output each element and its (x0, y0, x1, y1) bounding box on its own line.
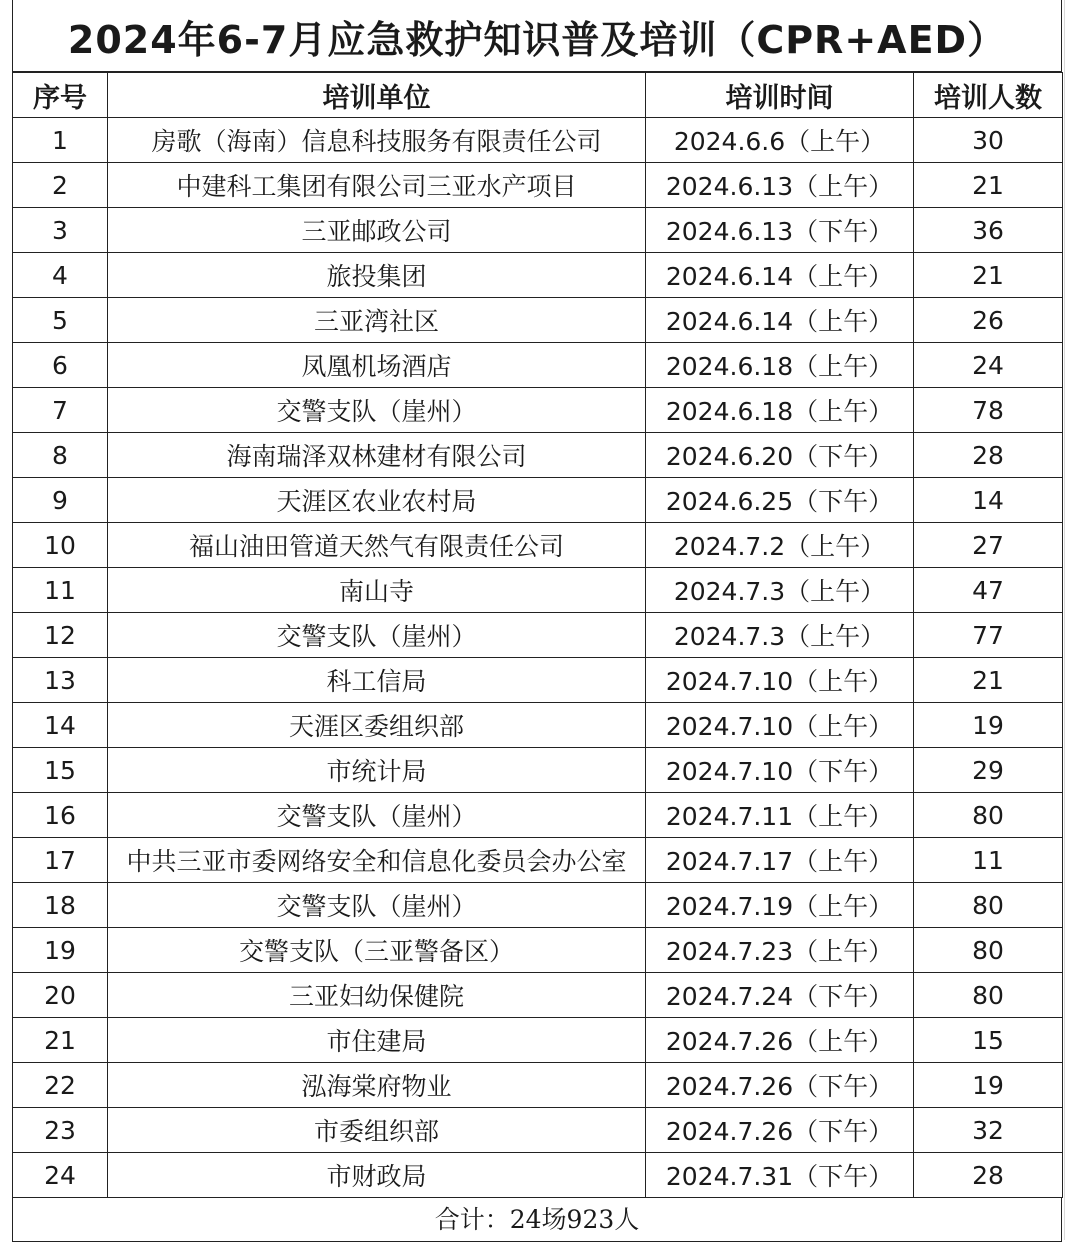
cell-training-unit: 交警支队（崖州） (108, 388, 646, 433)
cell-trainee-count: 19 (914, 1063, 1063, 1108)
cell-training-time: 2024.7.19（上午） (646, 883, 914, 928)
cell-training-time: 2024.7.17（上午） (646, 838, 914, 883)
sheet-title: 2024年6-7月应急救护知识普及培训（CPR+AED） (12, 0, 1062, 72)
table-row (13, 1018, 1063, 1063)
cell-training-time: 2024.6.14（上午） (646, 298, 914, 343)
table-row (13, 343, 1063, 388)
header-training-time: 培训时间 (646, 73, 914, 118)
cell-trainee-count: 80 (914, 883, 1063, 928)
cell-serial-number: 2 (13, 163, 108, 208)
cell-training-unit: 交警支队（崖州） (108, 793, 646, 838)
table-row (13, 388, 1063, 433)
cell-training-time: 2024.7.23（上午） (646, 928, 914, 973)
cell-trainee-count: 32 (914, 1108, 1063, 1153)
cell-training-time: 2024.6.6（上午） (646, 118, 914, 163)
table-row (13, 1108, 1063, 1153)
cell-training-unit: 科工信局 (108, 658, 646, 703)
cell-training-unit: 三亚湾社区 (108, 298, 646, 343)
cell-trainee-count: 11 (914, 838, 1063, 883)
cell-serial-number: 8 (13, 433, 108, 478)
cell-trainee-count: 27 (914, 523, 1063, 568)
cell-trainee-count: 21 (914, 253, 1063, 298)
cell-serial-number: 9 (13, 478, 108, 523)
cell-training-time: 2024.7.10（上午） (646, 703, 914, 748)
table-row (13, 1063, 1063, 1108)
header-trainee-count: 培训人数 (914, 73, 1063, 118)
cell-serial-number: 12 (13, 613, 108, 658)
cell-training-unit: 交警支队（崖州） (108, 883, 646, 928)
table-row (13, 568, 1063, 613)
table-row (13, 433, 1063, 478)
cell-training-unit: 泓海棠府物业 (108, 1063, 646, 1108)
cell-trainee-count: 19 (914, 703, 1063, 748)
cell-serial-number: 3 (13, 208, 108, 253)
table-row (13, 928, 1063, 973)
cell-trainee-count: 36 (914, 208, 1063, 253)
table-row (13, 703, 1063, 748)
cell-training-time: 2024.6.13（上午） (646, 163, 914, 208)
cell-trainee-count: 14 (914, 478, 1063, 523)
cell-serial-number: 5 (13, 298, 108, 343)
cell-training-unit: 中建科工集团有限公司三亚水产项目 (108, 163, 646, 208)
cell-training-unit: 市财政局 (108, 1153, 646, 1198)
cell-serial-number: 18 (13, 883, 108, 928)
table-row (13, 838, 1063, 883)
cell-serial-number: 24 (13, 1153, 108, 1198)
cell-serial-number: 7 (13, 388, 108, 433)
cell-training-unit: 中共三亚市委网络安全和信息化委员会办公室 (108, 838, 646, 883)
cell-training-time: 2024.6.18（上午） (646, 388, 914, 433)
cell-trainee-count: 47 (914, 568, 1063, 613)
cell-trainee-count: 24 (914, 343, 1063, 388)
cell-serial-number: 19 (13, 928, 108, 973)
cell-trainee-count: 80 (914, 973, 1063, 1018)
cell-trainee-count: 15 (914, 1018, 1063, 1063)
cell-trainee-count: 29 (914, 748, 1063, 793)
cell-training-unit: 交警支队（崖州） (108, 613, 646, 658)
table-row (13, 883, 1063, 928)
cell-serial-number: 15 (13, 748, 108, 793)
table-row (13, 613, 1063, 658)
cell-serial-number: 21 (13, 1018, 108, 1063)
cell-serial-number: 23 (13, 1108, 108, 1153)
cell-trainee-count: 30 (914, 118, 1063, 163)
cell-training-unit: 凤凰机场酒店 (108, 343, 646, 388)
cell-training-unit: 南山寺 (108, 568, 646, 613)
cell-serial-number: 10 (13, 523, 108, 568)
cell-trainee-count: 80 (914, 793, 1063, 838)
cell-training-time: 2024.6.20（下午） (646, 433, 914, 478)
cell-trainee-count: 21 (914, 163, 1063, 208)
cell-training-time: 2024.6.18（上午） (646, 343, 914, 388)
cell-serial-number: 22 (13, 1063, 108, 1108)
training-table (12, 72, 1063, 1198)
cell-training-time: 2024.7.26（下午） (646, 1063, 914, 1108)
cell-serial-number: 14 (13, 703, 108, 748)
cell-training-time: 2024.6.14（上午） (646, 253, 914, 298)
cell-training-unit: 市统计局 (108, 748, 646, 793)
table-row (13, 298, 1063, 343)
cell-training-unit: 三亚妇幼保健院 (108, 973, 646, 1018)
cell-training-time: 2024.7.3（上午） (646, 613, 914, 658)
cell-training-unit: 天涯区委组织部 (108, 703, 646, 748)
cell-training-time: 2024.7.3（上午） (646, 568, 914, 613)
cell-training-time: 2024.7.2（上午） (646, 523, 914, 568)
table-row (13, 118, 1063, 163)
header-serial-number: 序号 (13, 73, 108, 118)
cell-training-time: 2024.7.11（上午） (646, 793, 914, 838)
cell-training-time: 2024.6.13（下午） (646, 208, 914, 253)
cell-training-unit: 三亚邮政公司 (108, 208, 646, 253)
cell-training-unit: 福山油田管道天然气有限责任公司 (108, 523, 646, 568)
cell-serial-number: 4 (13, 253, 108, 298)
cell-serial-number: 16 (13, 793, 108, 838)
header-row (13, 73, 1063, 118)
cell-training-unit: 天涯区农业农村局 (108, 478, 646, 523)
cell-trainee-count: 26 (914, 298, 1063, 343)
cell-trainee-count: 77 (914, 613, 1063, 658)
cell-trainee-count: 21 (914, 658, 1063, 703)
table-row (13, 208, 1063, 253)
cell-serial-number: 20 (13, 973, 108, 1018)
cell-training-unit: 旅投集团 (108, 253, 646, 298)
table-row (13, 793, 1063, 838)
cell-training-time: 2024.7.10（上午） (646, 658, 914, 703)
table-row (13, 253, 1063, 298)
cell-training-unit: 房歌（海南）信息科技服务有限责任公司 (108, 118, 646, 163)
cell-training-time: 2024.7.31（下午） (646, 1153, 914, 1198)
table-row (13, 1153, 1063, 1198)
table-row (13, 748, 1063, 793)
table-body (13, 118, 1063, 1198)
cell-training-unit: 海南瑞泽双林建材有限公司 (108, 433, 646, 478)
table-row (13, 973, 1063, 1018)
cell-serial-number: 17 (13, 838, 108, 883)
table-row (13, 658, 1063, 703)
cell-trainee-count: 80 (914, 928, 1063, 973)
cell-serial-number: 6 (13, 343, 108, 388)
cell-training-time: 2024.7.10（下午） (646, 748, 914, 793)
cell-training-time: 2024.7.24（下午） (646, 973, 914, 1018)
cell-training-unit: 市委组织部 (108, 1108, 646, 1153)
spreadsheet-gridline (1064, 0, 1065, 1240)
cell-training-time: 2024.7.26（下午） (646, 1108, 914, 1153)
cell-serial-number: 1 (13, 118, 108, 163)
cell-serial-number: 11 (13, 568, 108, 613)
cell-training-unit: 交警支队（三亚警备区） (108, 928, 646, 973)
cell-serial-number: 13 (13, 658, 108, 703)
cell-trainee-count: 78 (914, 388, 1063, 433)
cell-training-time: 2024.7.26（上午） (646, 1018, 914, 1063)
cell-training-unit: 市住建局 (108, 1018, 646, 1063)
cell-trainee-count: 28 (914, 1153, 1063, 1198)
table-row (13, 163, 1063, 208)
table-row (13, 523, 1063, 568)
header-training-unit: 培训单位 (108, 73, 646, 118)
cell-training-time: 2024.6.25（下午） (646, 478, 914, 523)
table-row (13, 478, 1063, 523)
training-sheet (12, 0, 1062, 1242)
cell-trainee-count: 28 (914, 433, 1063, 478)
total-summary: 合计：24场923人 (12, 1198, 1062, 1242)
